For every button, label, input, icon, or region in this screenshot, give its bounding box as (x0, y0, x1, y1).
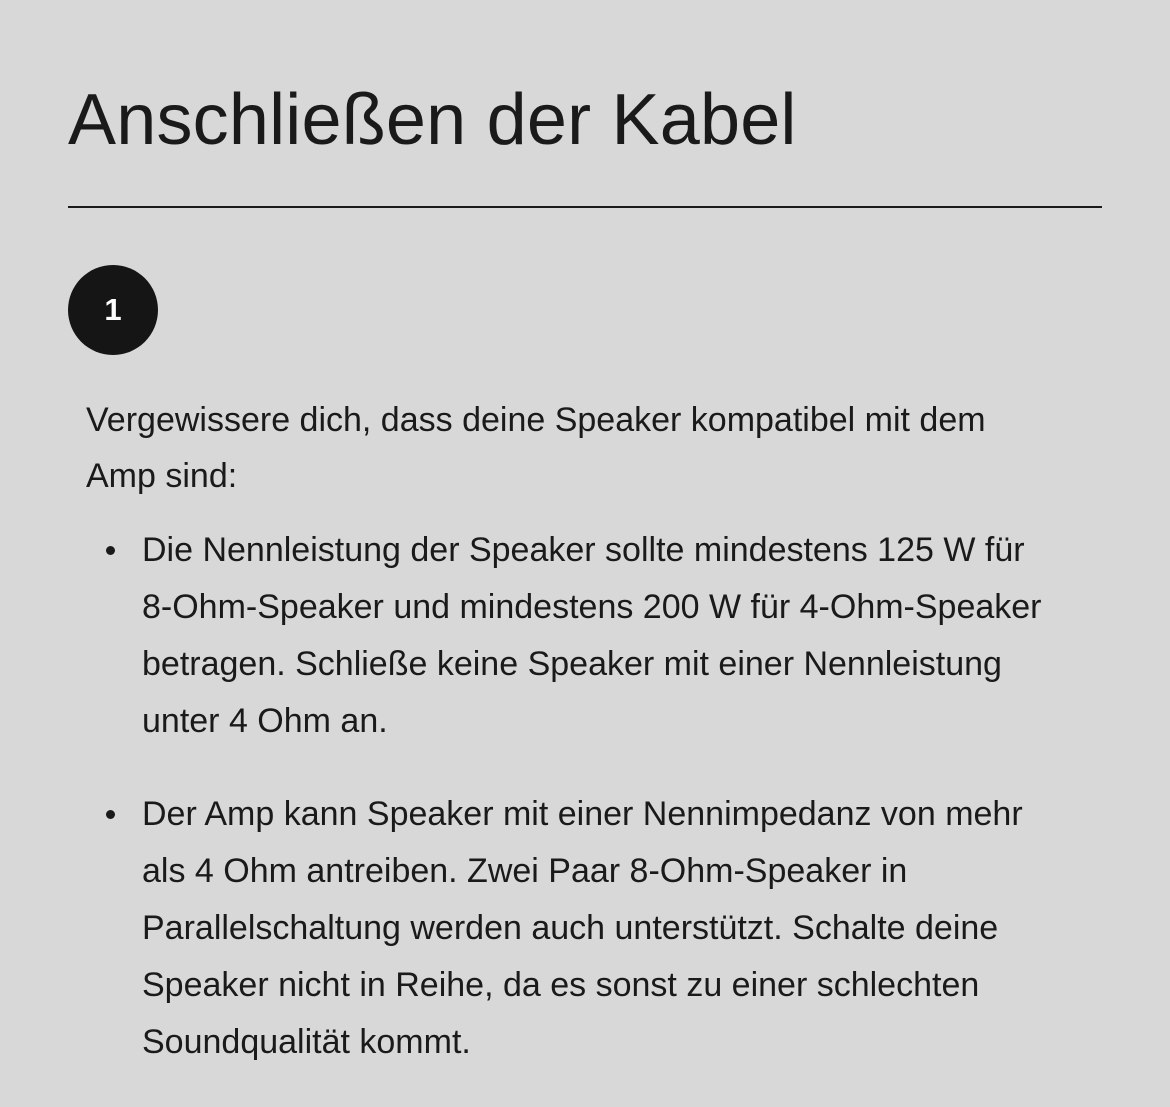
intro-line: Amp sind: (86, 457, 238, 495)
list-item (86, 786, 1096, 1071)
list-item-line: Der Amp kann Speaker mit einer Nennimpedanz von mehr (142, 795, 1023, 833)
step-number: 1 (104, 292, 122, 327)
page-title: Anschließen der Kabel (68, 80, 797, 160)
bullet-dot-icon (106, 810, 115, 819)
list-item-line: Parallelschaltung werden auch unterstützt. Schalte deine (142, 909, 999, 947)
requirements-list (86, 522, 1096, 1107)
list-item-line: Soundqualität kommt. (142, 1023, 471, 1061)
step-intro (86, 392, 1086, 504)
title-divider (68, 206, 1102, 208)
list-item-line: unter 4 Ohm an. (142, 702, 388, 740)
intro-line: Vergewissere dich, dass deine Speaker kompatibel mit dem (86, 401, 986, 439)
list-item-line: 8-Ohm-Speaker und mindestens 200 W für 4-Ohm-Speaker (142, 588, 1042, 626)
step-number-badge (68, 265, 158, 355)
list-item (86, 522, 1096, 750)
bullet-dot-icon (106, 546, 115, 555)
list-item-line: betragen. Schließe keine Speaker mit einer Nennleistung (142, 645, 1002, 683)
list-item-line: Speaker nicht in Reihe, da es sonst zu einer schlechten (142, 966, 980, 1004)
list-item-line: Die Nennleistung der Speaker sollte mindestens 125 W für (142, 531, 1025, 569)
list-item-line: als 4 Ohm antreiben. Zwei Paar 8-Ohm-Speaker in (142, 852, 908, 890)
